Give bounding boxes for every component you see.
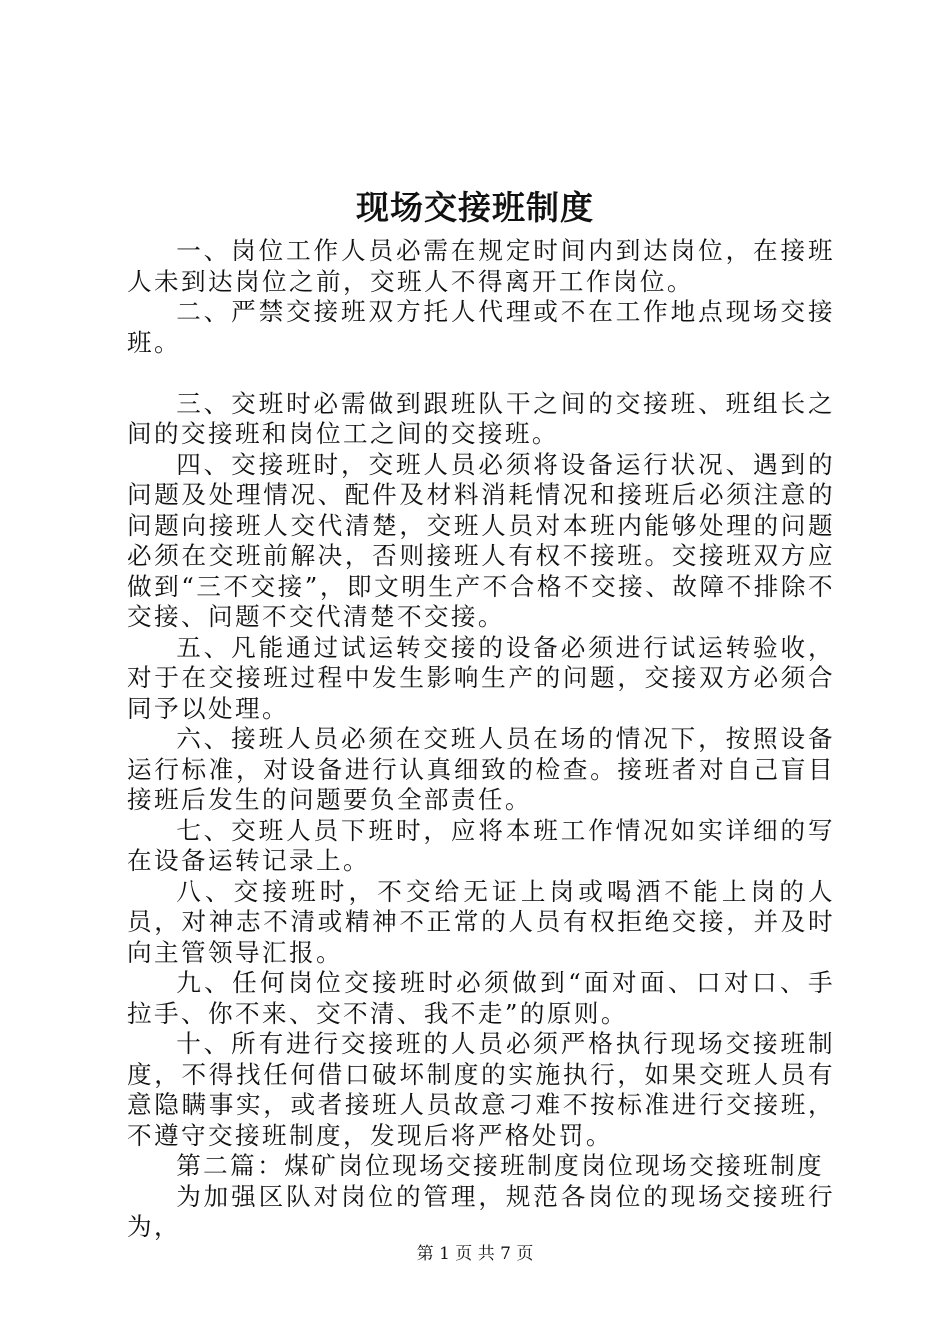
section-heading: 第二篇：煤矿岗位现场交接班制度岗位现场交接班制度 xyxy=(176,1151,825,1180)
paragraph-6: 六、接班人员必须在交班人员在场的情况下，按照设备运行标准，对设备进行认真细致的检查。接班者对自己盲目接班后发生的问题要负全部责任。 xyxy=(127,724,835,814)
paragraph-2: 二、严禁交接班双方托人代理或不在工作地点现场交接班。 xyxy=(127,297,835,357)
paragraph-10: 十、所有进行交接班的人员必须严格执行现场交接班制度，不得找任何借口破坏制度的实施执行，如果交班人员有意隐瞒事实，或者接班人员故意刁难不按标准进行交接班，不遵守交接班制度，发现后将严格处罚。 xyxy=(127,1029,835,1150)
document-title: 现场交接班制度 xyxy=(356,188,594,227)
paragraph-9: 九、任何岗位交接班时必须做到“面对面、口对口、手拉手、你不来、交不清、我不走”的原则。 xyxy=(127,968,835,1028)
paragraph-7: 七、交班人员下班时，应将本班工作情况如实详细的写在设备运转记录上。 xyxy=(127,815,835,875)
paragraph-12: 为加强区队对岗位的管理，规范各岗位的现场交接班行为， xyxy=(127,1181,835,1241)
paragraph-3: 三、交班时必需做到跟班队干之间的交接班、班组长之间的交接班和岗位工之间的交接班。 xyxy=(127,388,835,448)
paragraph-1: 一、岗位工作人员必需在规定时间内到达岗位，在接班人未到达岗位之前，交班人不得离开工作岗位。 xyxy=(127,236,835,296)
page-footer: 第 1 页 共 7 页 xyxy=(416,1244,534,1264)
paragraph-8: 八、交接班时，不交给无证上岗或喝酒不能上岗的人员，对神志不清或精神不正常的人员有权拒绝交接，并及时向主管领导汇报。 xyxy=(127,876,835,967)
paragraph-4: 四、交接班时，交班人员必须将设备运行状况、遇到的问题及处理情况、配件及材料消耗情况和接班后必须注意的问题向接班人交代清楚，交班人员对本班内能够处理的问题必须在交班前解决，否则接班人有权不接班。交接班双方应做到“三不交接”，即文明生产不合格不交接、故障不排除不交接、问题不交代清楚不交接。 xyxy=(127,449,835,631)
paragraph-5: 五、凡能通过试运转交接的设备必须进行试运转验收，对于在交接班过程中发生影响生产的问题，交接双方必须合同予以处理。 xyxy=(127,632,835,723)
document-body xyxy=(127,236,835,1243)
